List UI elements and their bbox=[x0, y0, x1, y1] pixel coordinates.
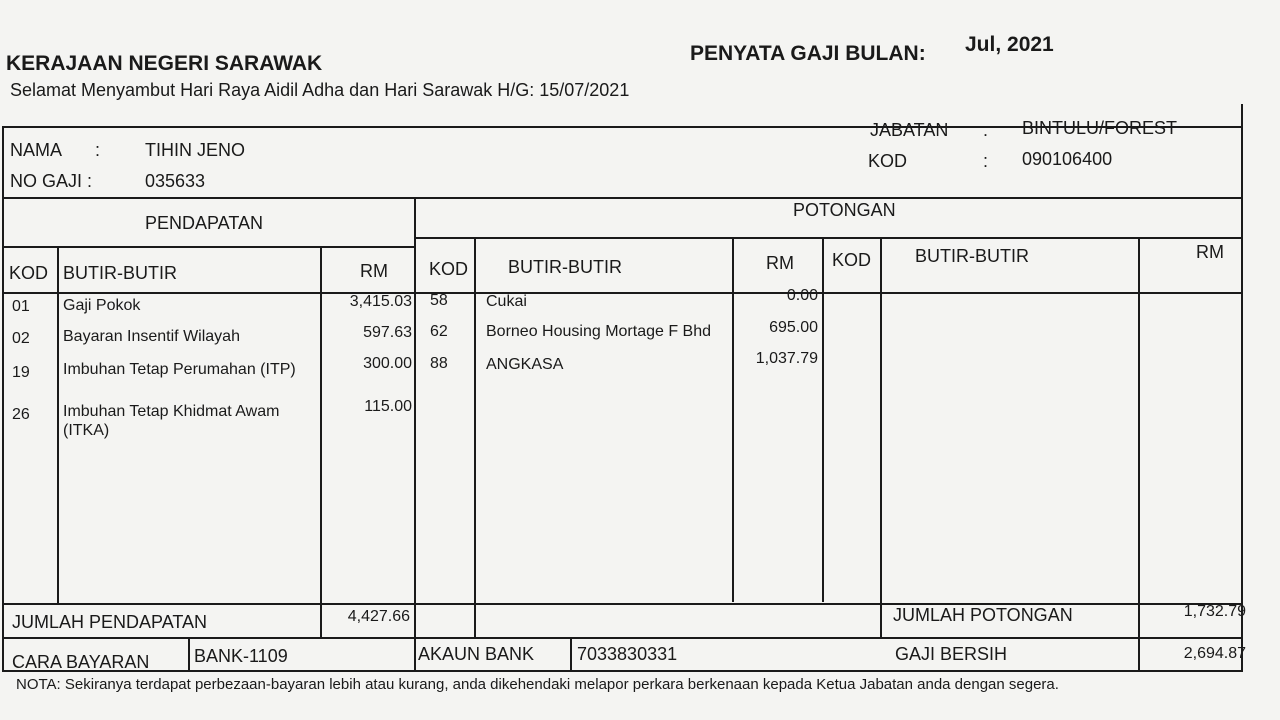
code-colon: : bbox=[983, 151, 989, 171]
earnings-row-desc: Gaji Pokok bbox=[63, 297, 141, 314]
deductions-section-title: POTONGAN bbox=[793, 200, 896, 220]
total-earnings-label: JUMLAH PENDAPATAN bbox=[12, 612, 208, 632]
deductions2-rm-header: RM bbox=[1196, 242, 1224, 262]
salary-no-label: NO GAJI : bbox=[10, 171, 93, 191]
earnings-row-desc: Imbuhan Tetap Perumahan (ITP) bbox=[63, 361, 296, 378]
deductions-row-desc: Cukai bbox=[486, 293, 527, 310]
earnings-row-rm: 3,415.03 bbox=[349, 293, 412, 310]
organisation-title: KERAJAAN NEGERI SARAWAK bbox=[6, 52, 323, 75]
total-deductions-label: JUMLAH POTONGAN bbox=[893, 605, 1073, 625]
payment-method-value: BANK-1109 bbox=[194, 646, 288, 666]
deductions-row-rm: 0.00 bbox=[786, 287, 818, 304]
total-deductions-value: 1,732.79 bbox=[1183, 603, 1246, 620]
salary-no: 035633 bbox=[145, 171, 206, 191]
frame-left bbox=[2, 126, 4, 672]
earnings-row-kod: 01 bbox=[12, 298, 30, 315]
deductions2-kod-header: KOD bbox=[832, 250, 872, 270]
deductions-row-kod: 88 bbox=[430, 355, 448, 372]
payment-method-label: CARA BAYARAN bbox=[12, 652, 150, 672]
frame-right bbox=[1241, 104, 1243, 672]
name-colon: : bbox=[95, 140, 101, 160]
bank-account-value: 7033830331 bbox=[577, 644, 678, 664]
earnings-desc-header: BUTIR-BUTIR bbox=[63, 263, 177, 283]
col-line bbox=[880, 237, 882, 637]
earnings-row-desc: Bayaran Insentif Wilayah bbox=[63, 328, 240, 345]
statement-month: Jul, 2021 bbox=[965, 33, 1054, 56]
column-header-bottom bbox=[2, 292, 1242, 294]
deductions-row-desc: ANGKASA bbox=[486, 356, 564, 373]
earnings-section-title: PENDAPATAN bbox=[145, 213, 264, 233]
total-earnings-value: 4,427.66 bbox=[347, 608, 410, 625]
code-value: 090106400 bbox=[1022, 149, 1113, 169]
frame-bottom bbox=[2, 670, 1242, 672]
bank-account-label: AKAUN BANK bbox=[418, 644, 535, 664]
col-line bbox=[474, 237, 476, 637]
earnings-rm-header: RM bbox=[360, 261, 388, 281]
info-divider bbox=[2, 197, 1242, 199]
footer-note: NOTA: Sekiranya terdapat perbezaan-bayaran lebih atau kurang, anda dikehendaki melapor perkara berkenaan kepada Ketua Jabatan anda dengan segera. bbox=[16, 676, 1059, 693]
deductions-row-rm: 1,037.79 bbox=[755, 350, 818, 367]
earnings-row-rm: 300.00 bbox=[363, 355, 412, 372]
net-salary-label: GAJI BERSIH bbox=[895, 644, 1008, 664]
deductions-desc-header: BUTIR-BUTIR bbox=[508, 257, 622, 277]
name-label: NAMA bbox=[10, 140, 63, 160]
department-colon: : bbox=[983, 120, 989, 140]
deductions2-desc-header: BUTIR-BUTIR bbox=[915, 246, 1029, 266]
deductions-row-rm: 695.00 bbox=[769, 319, 818, 336]
col-line bbox=[188, 637, 190, 670]
deductions-row-kod: 62 bbox=[430, 323, 448, 340]
employee-name: TIHIN JENO bbox=[145, 140, 246, 160]
col-line bbox=[570, 637, 572, 670]
col-line bbox=[822, 237, 824, 602]
earnings-row-rm: 115.00 bbox=[364, 398, 412, 415]
statement-label: PENYATA GAJI BULAN: bbox=[690, 42, 926, 65]
earnings-row-desc: Imbuhan Tetap Khidmat Awam (ITKA) bbox=[63, 403, 280, 439]
greeting-line: Selamat Menyambut Hari Raya Aidil Adha dan Hari Sarawak H/G: 15/07/2021 bbox=[10, 80, 630, 100]
code-label: KOD bbox=[868, 151, 908, 171]
section-divider bbox=[414, 197, 416, 670]
department-value: BINTULU/FOREST bbox=[1022, 118, 1178, 138]
deductions-header-top bbox=[414, 237, 1242, 239]
deductions-row-desc: Borneo Housing Mortage F Bhd bbox=[486, 323, 712, 340]
earnings-kod-header: KOD bbox=[9, 263, 49, 283]
earnings-row-kod: 19 bbox=[12, 364, 30, 381]
net-salary-value: 2,694.87 bbox=[1183, 645, 1246, 662]
earnings-row-rm: 597.63 bbox=[363, 324, 412, 341]
earnings-row-kod: 26 bbox=[12, 406, 30, 423]
deductions-rm-header: RM bbox=[766, 253, 794, 273]
earnings-header-top bbox=[2, 246, 415, 248]
deductions-kod-header: KOD bbox=[429, 259, 469, 279]
col-line bbox=[57, 246, 59, 604]
department-label: JABATAN bbox=[870, 120, 949, 140]
deductions-row-kod: 58 bbox=[430, 292, 448, 309]
earnings-row-kod: 02 bbox=[12, 330, 30, 347]
